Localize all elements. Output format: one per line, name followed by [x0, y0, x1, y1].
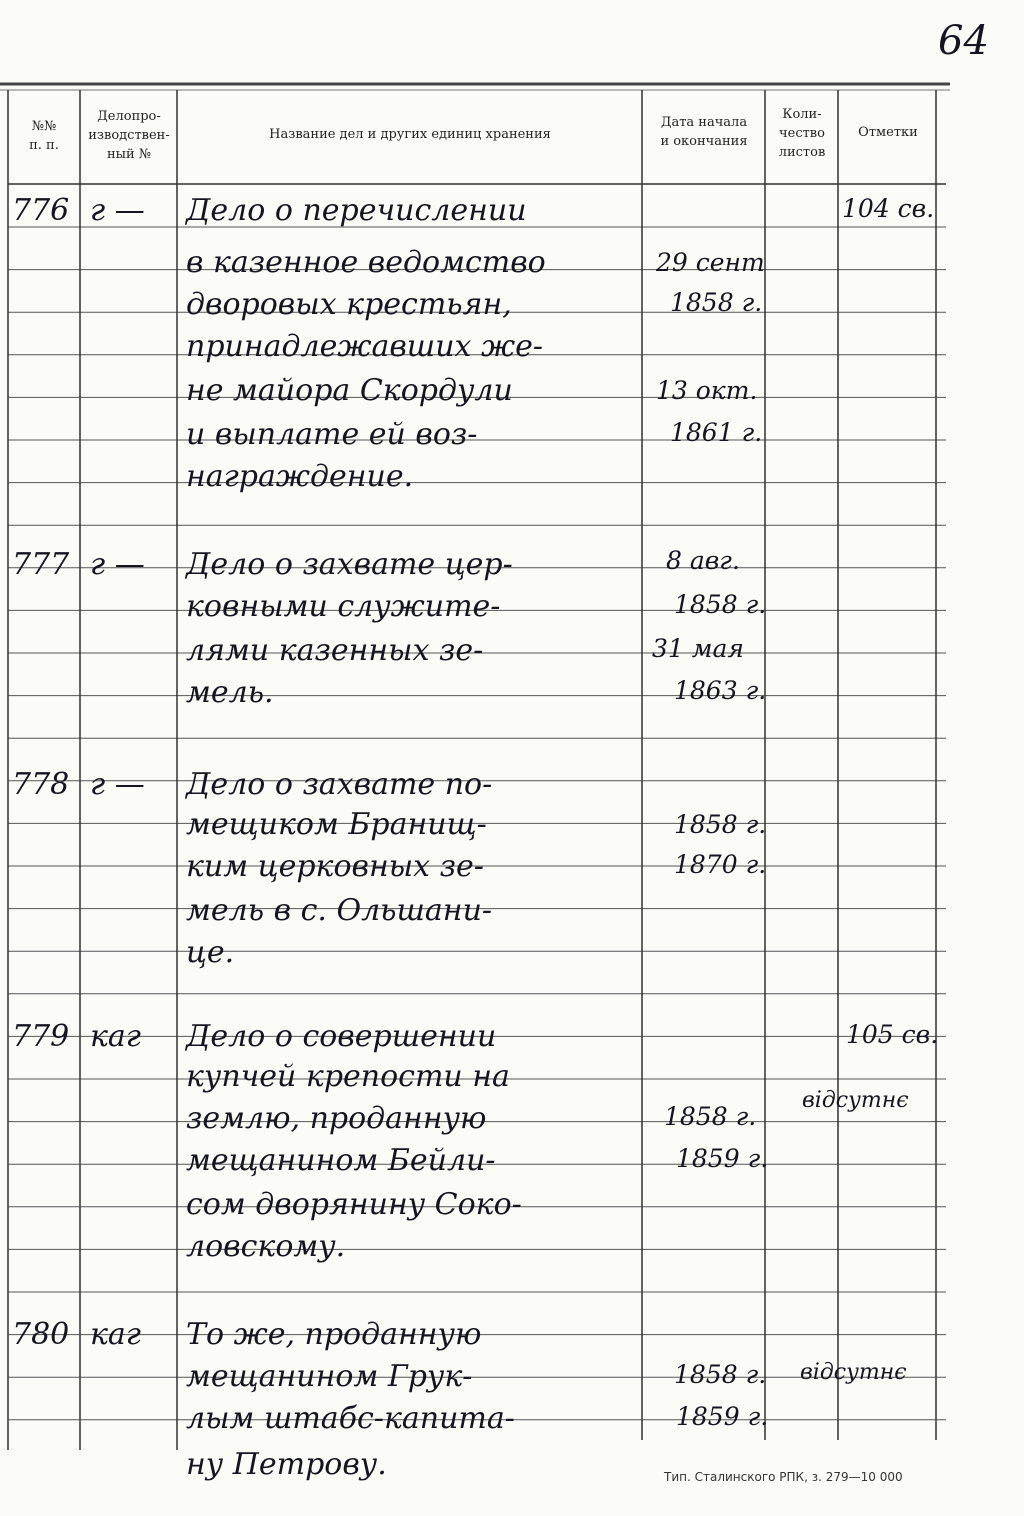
header-col-marks: Отметки — [858, 125, 918, 140]
header-col-office-line: изводствен- — [88, 127, 170, 143]
entry-title-line: в казенное ведомство — [186, 245, 546, 280]
entry-title-line: мель. — [186, 675, 274, 710]
entry-title-line: мель в с. Ольшани- — [186, 893, 493, 928]
entry-title-line: ковными служите- — [186, 589, 501, 624]
header-col-title: Название дел и других единиц хранения — [269, 127, 551, 142]
entry-title-line: купчей крепости на — [186, 1059, 510, 1094]
header-col-office-number — [82, 108, 176, 165]
entry-mark: 104 св. — [842, 194, 935, 223]
entry-mark: відсутнє — [802, 1088, 909, 1113]
entry-date: 8 авг. — [666, 546, 740, 575]
printer-imprint: Тип. Сталинского РПК, з. 279—10 000 — [664, 1470, 903, 1484]
entry-title-line: не майора Скордули — [186, 373, 513, 408]
entry-title-line: лями казенных зе- — [186, 633, 484, 668]
entry-date: 31 мая — [652, 634, 744, 663]
entry-title-line: принадлежавших же- — [186, 329, 543, 364]
entry-title-line: мещанином Грук- — [186, 1359, 473, 1394]
entry-date: 1863 г. — [674, 676, 767, 705]
entry-title-line: лым штабс-капита- — [186, 1401, 515, 1436]
header-col-number-line: п. п. — [29, 137, 59, 153]
entry-date: 1858 г. — [664, 1102, 757, 1131]
entry-title-line: То же, проданную — [186, 1317, 482, 1352]
entry-title-line: награждение. — [186, 459, 414, 494]
entry-office-number: каг — [90, 1019, 141, 1054]
entry-mark: відсутнє — [800, 1360, 907, 1385]
entry-date: 1861 г. — [670, 418, 763, 447]
entry-office-number: г — — [90, 193, 145, 228]
entry-date: 1859 г. — [676, 1402, 769, 1431]
entry-mark: 105 св. — [846, 1020, 939, 1049]
entry-title-line: землю, проданную — [186, 1101, 487, 1136]
entry-title-line: мещанином Бейли- — [186, 1143, 496, 1178]
header-col-office-line: Делопро- — [97, 109, 161, 124]
entry-date: 1870 г. — [674, 850, 767, 879]
entry-date: 1858 г. — [670, 288, 763, 317]
entry-office-number: каг — [90, 1317, 141, 1352]
header-col-number — [10, 118, 78, 156]
entry-office-number: г — — [90, 547, 145, 582]
entry-title-line: Дело о захвате цер- — [186, 547, 513, 582]
header-col-dates-line: Дата начала — [660, 115, 748, 130]
entry-date: 1858 г. — [674, 810, 767, 839]
entry-date: 1858 г. — [674, 1360, 767, 1389]
header-col-sheets-line: листов — [778, 144, 826, 160]
entry-date: 29 сент — [656, 248, 765, 277]
page-number: 64 — [938, 18, 989, 64]
entry-title-line: це. — [186, 935, 235, 970]
entry-number: 777 — [12, 547, 70, 582]
entry-number: 780 — [12, 1317, 70, 1352]
header-col-dates-line: и окончания — [660, 133, 748, 149]
header-col-sheets — [766, 106, 838, 163]
entry-title-line: дворовых крестьян, — [186, 287, 512, 322]
entry-title-line: ловскому. — [186, 1229, 346, 1264]
entry-number: 779 — [12, 1019, 70, 1054]
entry-title-line: и выплате ей воз- — [186, 417, 478, 452]
entry-title-line: ну Петрову. — [186, 1447, 387, 1482]
entry-date: 1859 г. — [676, 1144, 769, 1173]
entry-title-line: ким церковных зе- — [186, 849, 484, 884]
entry-office-number: г — — [90, 767, 145, 802]
entry-title-line: мещиком Бранищ- — [186, 807, 487, 842]
entry-title-line: Дело о перечислении — [186, 193, 527, 228]
entry-title-line: Дело о захвате по- — [186, 767, 493, 802]
entry-date: 13 окт. — [656, 376, 758, 405]
header-col-number-line: №№ — [31, 119, 57, 134]
header-col-sheets-line: чество — [779, 125, 825, 141]
entry-title-line: сом дворянину Соко- — [186, 1187, 522, 1222]
header-col-sheets-line: Коли- — [782, 107, 822, 122]
entry-title-line: Дело о совершении — [186, 1019, 497, 1054]
entry-date: 1858 г. — [674, 590, 767, 619]
header-col-dates — [644, 114, 764, 152]
entry-number: 776 — [12, 193, 70, 228]
header-col-office-line: ный № — [106, 146, 152, 162]
entry-number: 778 — [12, 767, 70, 802]
